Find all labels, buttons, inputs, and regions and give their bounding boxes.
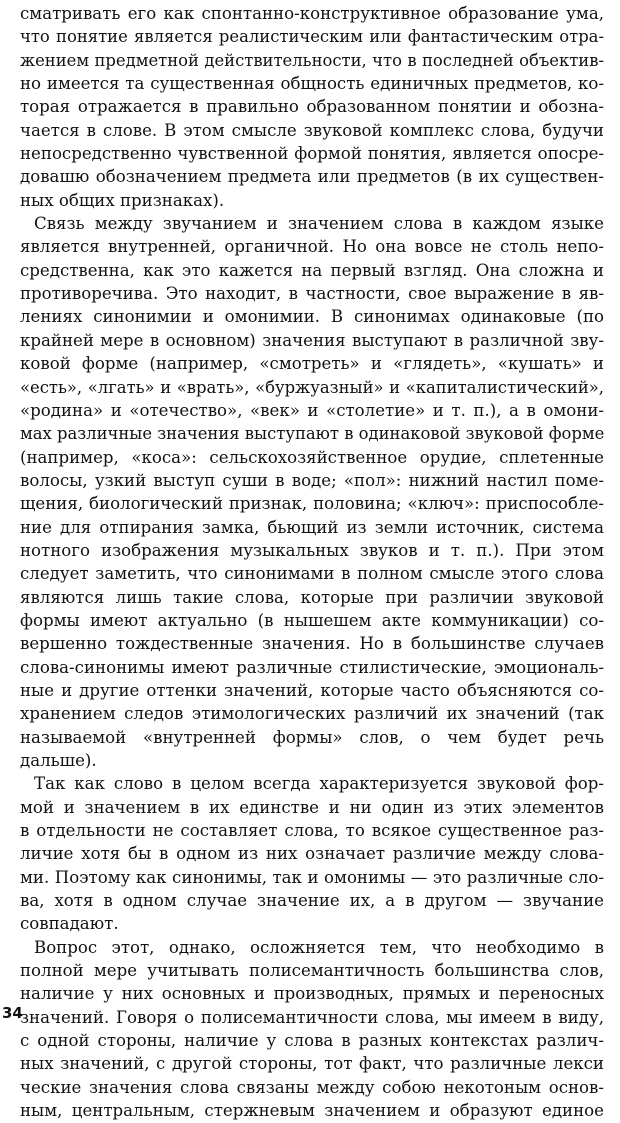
- text-line: непосредственно чувственной формой понятия, является опосре-: [20, 144, 604, 164]
- paragraph-1: [20, 2, 604, 212]
- text-line: с одной стороны, наличие у слова в разных контекстах различ-: [20, 1031, 604, 1051]
- text-line: что понятие является реалистическим или фантастическим отра-: [20, 27, 604, 47]
- text-line: ми. Поэтому как синонимы, так и омонимы — это различные сло-: [20, 867, 604, 887]
- text-line: слова-синонимы имеют различные стилистические, эмоциональ-: [20, 657, 604, 677]
- text-line: в отдельности не составляет слова, то всякое существенное раз-: [20, 821, 604, 841]
- text-line: личие хотя бы в одном из них означает различие между слова-: [20, 844, 604, 864]
- page-number: 34: [2, 1004, 23, 1022]
- text-line: является внутренней, органичной. Но она вовсе не столь непо-: [20, 237, 604, 257]
- text-line: но имеется та существенная общность единичных предметов, ко-: [20, 74, 604, 94]
- text-line: Так как слово в целом всегда характеризуется звуковой фор-: [34, 774, 604, 794]
- text-line: мах различные значения выступают в одинаковой звуковой форме: [20, 424, 604, 444]
- text-line: чается в слове. В этом смысле звуковой комплекс слова, будучи: [20, 120, 604, 140]
- text-line: ные и другие оттенки значений, которые часто объясняются со-: [20, 680, 604, 700]
- text-line: противоречива. Это находит, в частности, свое выражение в яв-: [20, 284, 604, 304]
- paragraph-3: [20, 772, 604, 935]
- text-line: называемой «внутренней формы» слов, о чем будет речь: [20, 727, 604, 747]
- text-line: лениях синонимии и омонимии. В синонимах одинаковые (по: [20, 307, 604, 327]
- text-line: сматривать его как спонтанно-конструктивное образование ума,: [20, 4, 604, 23]
- text-line: щения, биологический признак, половина; «ключ»: приспособле-: [20, 494, 604, 514]
- text-line: формы имеют актуально (в нышешем акте коммуникации) со-: [20, 610, 604, 630]
- text-line: «родина» и «отечество», «век» и «столетие» и т. п.), а в омони-: [20, 400, 604, 420]
- text-line: ние для отпирания замка, бьющий из земли источник, система: [20, 517, 604, 537]
- text-line: полной мере учитывать полисемантичность большинства слов,: [20, 961, 604, 981]
- text-line: ковой форме (например, «смотреть» и «глядеть», «кушать» и: [20, 354, 604, 374]
- text-line: Вопрос этот, однако, осложняется тем, что необходимо в: [34, 937, 604, 957]
- text-line: ческие значения слова связаны между собою некотоным основ-: [20, 1077, 604, 1097]
- text-line: являются лишь такие слова, которые при различии звуковой: [20, 587, 604, 607]
- paragraph-2: [20, 212, 604, 772]
- text-line: ных общих признаках).: [20, 190, 225, 210]
- text-line: значений. Говоря о полисемантичности слова, мы имеем в виду,: [20, 1007, 604, 1027]
- text-line: вершенно тождественные значения. Но в большинстве случаев: [20, 634, 604, 654]
- text-line: совпадают.: [20, 914, 119, 934]
- text-line: следует заметить, что синонимами в полном смысле этого слова: [20, 564, 604, 584]
- text-line: средственна, как это кажется на первый взгляд. Она сложна и: [20, 260, 604, 280]
- text-line: (например, «коса»: сельскохозяйственное орудие, сплетенные: [20, 447, 604, 467]
- text-line: мой и значением в их единстве и ни один из этих элементов: [20, 797, 604, 817]
- text-line: ным, центральным, стержневым значением и образуют единое: [20, 1101, 604, 1121]
- text-line: волосы, узкий выступ суши в воде; «пол»: нижний настил поме-: [20, 470, 604, 490]
- text-line: хранением следов этимологических различий их значений (так: [20, 704, 604, 724]
- text-line: наличие у них основных и производных, прямых и переносных: [20, 984, 604, 1004]
- text-line: жением предметной действительности, что в последней объектив-: [20, 50, 604, 70]
- text-line: нотного изображения музыкальных звуков и т. п.). При этом: [20, 540, 604, 560]
- text-line: торая отражается в правильно образованном понятии и обозна-: [20, 97, 604, 117]
- text-line: ных значений, с другой стороны, тот факт, что различные лекси: [20, 1054, 604, 1074]
- text-line: крайней мере в основном) значения выступают в различной зву-: [20, 330, 604, 350]
- text-line: «есть», «лгать» и «врать», «буржуазный» и «капиталистический»,: [20, 377, 604, 397]
- text-line: Связь между звучанием и значением слова в каждом языке: [34, 214, 604, 234]
- text-line: ва, хотя в одном случае значение их, а в другом — звучание: [20, 891, 604, 911]
- text-line: дальше).: [20, 751, 97, 770]
- paragraph-4: [20, 936, 604, 1123]
- page-text: [20, 2, 604, 1123]
- text-line: довашю обозначением предмета или предметов (в их существен-: [20, 167, 604, 187]
